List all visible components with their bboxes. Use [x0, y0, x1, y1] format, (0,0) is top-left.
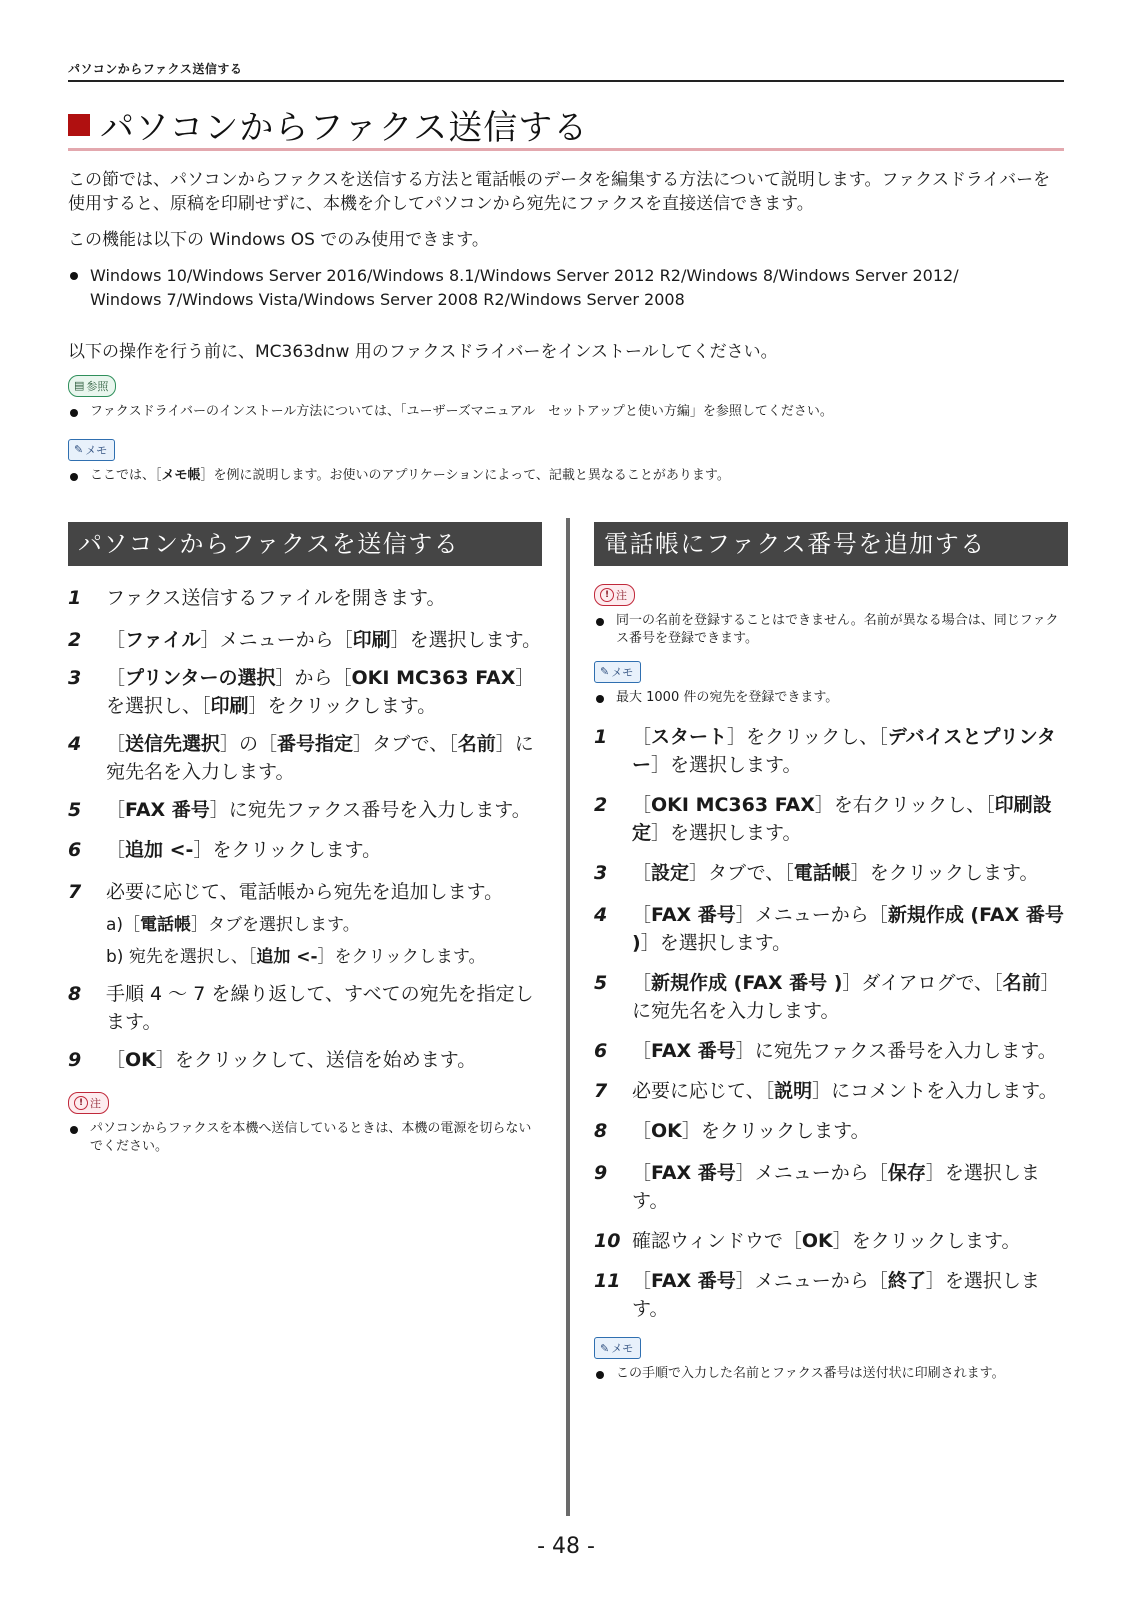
phonebook-steps: [594, 723, 1068, 1323]
memo-item: この手順で入力した名前とファクス番号は送付状に印刷されます。: [594, 1365, 1068, 1383]
step: 9 ［OK］をクリックして、送信を始めます。: [68, 1049, 477, 1071]
bullet-icon: [70, 272, 78, 280]
caution-note-left: [68, 1090, 542, 1156]
step: 5 ［FAX 番号］に宛先ファクス番号を入力します。: [68, 799, 531, 821]
step: 2 ［ファイル］メニューから［印刷］を選択します。: [68, 629, 542, 651]
intro-section: [68, 168, 1064, 364]
bullet-icon: [70, 409, 78, 417]
pencil-icon: ✎: [600, 1341, 610, 1355]
step: 3 ［設定］タブで、［電話帳］をクリックします。: [594, 861, 1039, 884]
step: 8 ［OK］をクリックします。: [594, 1119, 870, 1142]
step: 6 ［追加 <-］をクリックします。: [68, 839, 382, 861]
memo-item: 最大 1000 件の宛先を登録できます。: [594, 689, 1068, 707]
header-divider: [68, 80, 1064, 82]
right-column: [594, 522, 1068, 1383]
availability-paragraph: この機能は以下の Windows OS でのみ使用できます。: [68, 230, 489, 250]
bullet-icon: [70, 1126, 78, 1134]
intro-paragraph: この節では、パソコンからファクスを送信する方法と電話帳のデータを編集する方法について説明します。ファクスドライバーを使用すると、原稿を印刷せずに、本機を介してパソコンから宛先にファクスを直接送信できます。: [68, 170, 1051, 214]
step: 6 ［FAX 番号］に宛先ファクス番号を入力します。: [594, 1039, 1057, 1062]
os-list-item: [68, 264, 1064, 312]
bullet-icon: [70, 473, 78, 481]
page-title: [68, 100, 588, 149]
caution-badge: ! 注: [68, 1092, 109, 1114]
memo-note-right-2: [594, 1337, 1068, 1384]
caution-item: 同一の名前を登録することはできません。名前が異なる場合は、同じファクス番号を登録できます。: [594, 612, 1068, 648]
pencil-icon: ✎: [600, 665, 610, 678]
bullet-icon: [596, 695, 604, 703]
step: 1 ［スタート］をクリックし、［デバイスとプリンター］を選択します。: [594, 725, 1056, 776]
prerequisite-paragraph: 以下の操作を行う前に、MC363dnw 用のファクスドライバーをインストールしてください。: [68, 342, 778, 362]
step: 9 ［FAX 番号］メニューから［保存］を選択します。: [594, 1161, 1040, 1212]
step: 4 ［送信先選択］の［番号指定］タブで、［名前］に宛先名を入力します。: [68, 733, 534, 783]
bullet-icon: [596, 1371, 604, 1379]
exclamation-icon: !: [600, 588, 614, 602]
step: 7 必要に応じて、電話帳から宛先を追加します。 a)［電話帳］タブを選択します。 b) 宛先を選択し、［追加 <-］をクリックします。: [68, 878, 542, 970]
step: 7 必要に応じて、［説明］にコメントを入力します。: [594, 1079, 1058, 1102]
bullet-icon: [596, 618, 604, 626]
pencil-icon: ✎: [74, 443, 84, 456]
caution-item: パソコンからファクスを本機へ送信しているときは、本機の電源を切らないでください。: [68, 1120, 542, 1156]
title-underline: [68, 148, 1064, 151]
step: 8 手順 4 ～ 7 を繰り返して、すべての宛先を指定します。: [68, 983, 534, 1033]
page-number: - 48 -: [537, 1534, 595, 1559]
book-icon: ▤: [74, 379, 85, 392]
memo-note-top: [68, 438, 1064, 485]
reference-item: ファクスドライバーのインストール方法については、「ユーザーズマニュアル セットアップと使い方編」を参照してください。: [68, 403, 1064, 421]
reference-note: [68, 374, 1064, 421]
substep-b: b) 宛先を選択し、［追加 <-］をクリックします。: [106, 947, 486, 967]
reference-badge: ▤ 参照: [68, 375, 116, 397]
left-column: [68, 522, 542, 1156]
section-heading-send: パソコンからファクスを送信する: [68, 522, 542, 566]
memo-badge: ✎ メモ: [68, 439, 115, 461]
caution-note-right: [594, 582, 1068, 648]
memo-note-right-1: [594, 660, 1068, 707]
os-line-2: Windows 7/Windows Vista/Windows Server 2008 R2/Windows Server 2008: [90, 290, 685, 309]
step: 1 ファクス送信するファイルを開きます。: [68, 587, 446, 609]
os-line-1: Windows 10/Windows Server 2016/Windows 8.1/Windows Server 2012 R2/Windows 8/Windows Server 2012/: [90, 266, 959, 285]
step: 4 ［FAX 番号］メニューから［新規作成 (FAX 番号 )］を選択します。: [594, 903, 1064, 954]
column-divider: [566, 518, 570, 1516]
running-header: パソコンからファクス送信する: [68, 62, 243, 76]
send-steps: [68, 584, 542, 1074]
memo-item: ここでは、［メモ帳］を例に説明します。お使いのアプリケーションによって、記載と異なることがあります。: [68, 467, 1064, 485]
title-square-icon: [68, 114, 90, 136]
os-list: [68, 264, 1064, 312]
step: 10 確認ウィンドウで［OK］をクリックします。: [594, 1229, 1021, 1252]
memo-badge: ✎ メモ: [594, 1337, 641, 1359]
step: 11 ［FAX 番号］メニューから［終了］を選択します。: [594, 1269, 1040, 1320]
caution-badge: ! 注: [594, 584, 635, 606]
section-heading-phonebook: 電話帳にファクス番号を追加する: [594, 522, 1068, 566]
memo-badge: ✎ メモ: [594, 661, 641, 683]
step: 5 ［新規作成 (FAX 番号 )］ダイアログで、［名前］に宛先名を入力します。: [594, 971, 1060, 1022]
exclamation-icon: !: [74, 1096, 88, 1110]
substep-a: a)［電話帳］タブを選択します。: [106, 915, 360, 935]
page-title-text: パソコンからファクス送信する: [100, 108, 589, 148]
step: 2 ［OKI MC363 FAX］を右クリックし、［印刷設定］を選択します。: [594, 793, 1052, 844]
step: 3 ［プリンターの選択］から［OKI MC363 FAX］を選択し、［印刷］をクリックします。: [68, 667, 535, 717]
